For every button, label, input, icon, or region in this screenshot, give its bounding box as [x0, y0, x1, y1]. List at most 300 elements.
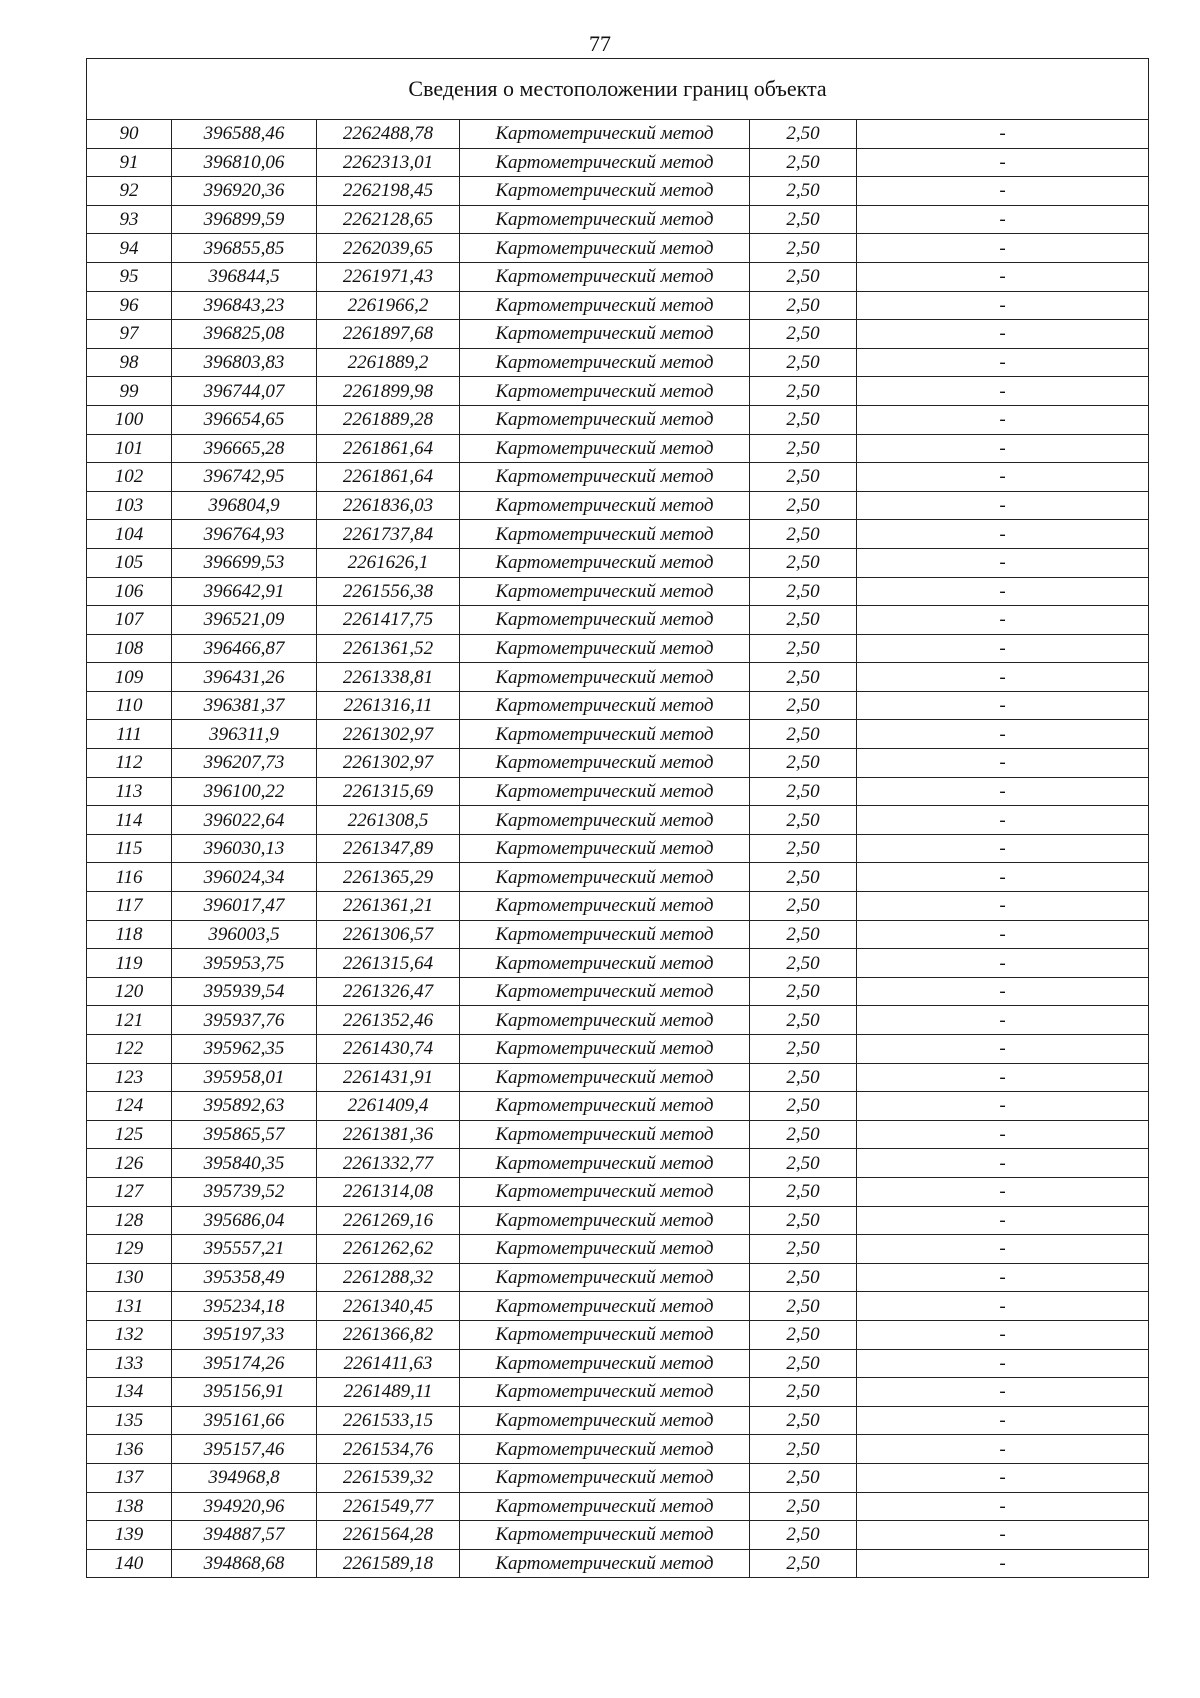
note-cell: - — [857, 1235, 1149, 1264]
coord-y-cell: 2261326,47 — [317, 977, 460, 1006]
coord-x-cell: 396588,46 — [172, 120, 317, 149]
table-row — [87, 634, 1149, 663]
point-number-cell: 114 — [87, 806, 172, 835]
point-number-cell: 122 — [87, 1035, 172, 1064]
note-cell: - — [857, 1120, 1149, 1149]
accuracy-cell: 2,50 — [750, 1177, 857, 1206]
table-row — [87, 120, 1149, 149]
coord-x-cell: 395686,04 — [172, 1206, 317, 1235]
table-row — [87, 491, 1149, 520]
accuracy-cell: 2,50 — [750, 977, 857, 1006]
note-cell: - — [857, 1435, 1149, 1464]
method-cell: Картометрический метод — [460, 1435, 750, 1464]
point-number-cell: 117 — [87, 892, 172, 921]
point-number-cell: 97 — [87, 320, 172, 349]
coord-x-cell: 395840,35 — [172, 1149, 317, 1178]
coord-y-cell: 2261889,28 — [317, 405, 460, 434]
coord-y-cell: 2261539,32 — [317, 1463, 460, 1492]
point-number-cell: 93 — [87, 205, 172, 234]
note-cell: - — [857, 634, 1149, 663]
coord-y-cell: 2261315,69 — [317, 777, 460, 806]
table-row — [87, 1120, 1149, 1149]
coord-y-cell: 2262313,01 — [317, 148, 460, 177]
note-cell: - — [857, 463, 1149, 492]
method-cell: Картометрический метод — [460, 691, 750, 720]
note-cell: - — [857, 606, 1149, 635]
coord-y-cell: 2261899,98 — [317, 377, 460, 406]
method-cell: Картометрический метод — [460, 1063, 750, 1092]
point-number-cell: 116 — [87, 863, 172, 892]
table-row — [87, 1406, 1149, 1435]
note-cell: - — [857, 291, 1149, 320]
point-number-cell: 136 — [87, 1435, 172, 1464]
coord-y-cell: 2261836,03 — [317, 491, 460, 520]
table-row — [87, 434, 1149, 463]
coord-x-cell: 396017,47 — [172, 892, 317, 921]
method-cell: Картометрический метод — [460, 1320, 750, 1349]
note-cell: - — [857, 234, 1149, 263]
table-row — [87, 1463, 1149, 1492]
accuracy-cell: 2,50 — [750, 1406, 857, 1435]
point-number-cell: 139 — [87, 1521, 172, 1550]
coord-y-cell: 2261262,62 — [317, 1235, 460, 1264]
coord-x-cell: 395739,52 — [172, 1177, 317, 1206]
coord-y-cell: 2261533,15 — [317, 1406, 460, 1435]
point-number-cell: 110 — [87, 691, 172, 720]
coord-y-cell: 2261430,74 — [317, 1035, 460, 1064]
coord-x-cell: 395161,66 — [172, 1406, 317, 1435]
coord-x-cell: 396003,5 — [172, 920, 317, 949]
coord-x-cell: 396699,53 — [172, 548, 317, 577]
coord-y-cell: 2261737,84 — [317, 520, 460, 549]
method-cell: Картометрический метод — [460, 663, 750, 692]
coord-y-cell: 2261316,11 — [317, 691, 460, 720]
coord-x-cell: 396030,13 — [172, 834, 317, 863]
coord-y-cell: 2261315,64 — [317, 949, 460, 978]
table-row — [87, 949, 1149, 978]
coord-y-cell: 2261556,38 — [317, 577, 460, 606]
note-cell: - — [857, 1206, 1149, 1235]
method-cell: Картометрический метод — [460, 1120, 750, 1149]
note-cell: - — [857, 1035, 1149, 1064]
method-cell: Картометрический метод — [460, 1292, 750, 1321]
table-row — [87, 1521, 1149, 1550]
coord-x-cell: 395156,91 — [172, 1378, 317, 1407]
coord-y-cell: 2261338,81 — [317, 663, 460, 692]
method-cell: Картометрический метод — [460, 806, 750, 835]
note-cell: - — [857, 177, 1149, 206]
coord-x-cell: 394868,68 — [172, 1549, 317, 1578]
accuracy-cell: 2,50 — [750, 1235, 857, 1264]
accuracy-cell: 2,50 — [750, 520, 857, 549]
method-cell: Картометрический метод — [460, 320, 750, 349]
accuracy-cell: 2,50 — [750, 806, 857, 835]
coord-y-cell: 2261347,89 — [317, 834, 460, 863]
coord-x-cell: 395958,01 — [172, 1063, 317, 1092]
coord-x-cell: 396642,91 — [172, 577, 317, 606]
accuracy-cell: 2,50 — [750, 1149, 857, 1178]
point-number-cell: 132 — [87, 1320, 172, 1349]
accuracy-cell: 2,50 — [750, 377, 857, 406]
coord-y-cell: 2261971,43 — [317, 262, 460, 291]
accuracy-cell: 2,50 — [750, 634, 857, 663]
note-cell: - — [857, 1092, 1149, 1121]
accuracy-cell: 2,50 — [750, 1120, 857, 1149]
accuracy-cell: 2,50 — [750, 863, 857, 892]
coord-y-cell: 2261534,76 — [317, 1435, 460, 1464]
coord-x-cell: 394887,57 — [172, 1521, 317, 1550]
coord-y-cell: 2261861,64 — [317, 434, 460, 463]
note-cell: - — [857, 691, 1149, 720]
accuracy-cell: 2,50 — [750, 1063, 857, 1092]
accuracy-cell: 2,50 — [750, 262, 857, 291]
coord-x-cell: 396100,22 — [172, 777, 317, 806]
section-title-row — [87, 59, 1149, 120]
coord-x-cell: 396843,23 — [172, 291, 317, 320]
table-row — [87, 291, 1149, 320]
coord-x-cell: 394920,96 — [172, 1492, 317, 1521]
coord-y-cell: 2261431,91 — [317, 1063, 460, 1092]
note-cell: - — [857, 920, 1149, 949]
note-cell: - — [857, 1349, 1149, 1378]
coord-y-cell: 2261288,32 — [317, 1263, 460, 1292]
table-row — [87, 834, 1149, 863]
note-cell: - — [857, 1463, 1149, 1492]
coord-y-cell: 2261489,11 — [317, 1378, 460, 1407]
point-number-cell: 111 — [87, 720, 172, 749]
accuracy-cell: 2,50 — [750, 1292, 857, 1321]
method-cell: Картометрический метод — [460, 405, 750, 434]
method-cell: Картометрический метод — [460, 1177, 750, 1206]
table-row — [87, 148, 1149, 177]
table-row — [87, 463, 1149, 492]
coord-y-cell: 2261564,28 — [317, 1521, 460, 1550]
note-cell: - — [857, 148, 1149, 177]
accuracy-cell: 2,50 — [750, 1463, 857, 1492]
table-row — [87, 1035, 1149, 1064]
coord-x-cell: 395865,57 — [172, 1120, 317, 1149]
table-row — [87, 777, 1149, 806]
note-cell: - — [857, 663, 1149, 692]
note-cell: - — [857, 120, 1149, 149]
table-row — [87, 234, 1149, 263]
table-row — [87, 320, 1149, 349]
table-row — [87, 863, 1149, 892]
method-cell: Картометрический метод — [460, 577, 750, 606]
coord-x-cell: 396311,9 — [172, 720, 317, 749]
coord-y-cell: 2261417,75 — [317, 606, 460, 635]
accuracy-cell: 2,50 — [750, 1006, 857, 1035]
coord-y-cell: 2261361,52 — [317, 634, 460, 663]
method-cell: Картометрический метод — [460, 1378, 750, 1407]
table-row — [87, 806, 1149, 835]
accuracy-cell: 2,50 — [750, 291, 857, 320]
table-body — [87, 59, 1149, 1578]
coord-x-cell: 396764,93 — [172, 520, 317, 549]
accuracy-cell: 2,50 — [750, 777, 857, 806]
note-cell: - — [857, 205, 1149, 234]
coord-y-cell: 2261269,16 — [317, 1206, 460, 1235]
note-cell: - — [857, 1063, 1149, 1092]
accuracy-cell: 2,50 — [750, 691, 857, 720]
point-number-cell: 130 — [87, 1263, 172, 1292]
accuracy-cell: 2,50 — [750, 892, 857, 921]
accuracy-cell: 2,50 — [750, 434, 857, 463]
coord-y-cell: 2261361,21 — [317, 892, 460, 921]
note-cell: - — [857, 1263, 1149, 1292]
accuracy-cell: 2,50 — [750, 405, 857, 434]
method-cell: Картометрический метод — [460, 1492, 750, 1521]
coord-x-cell: 396920,36 — [172, 177, 317, 206]
note-cell: - — [857, 949, 1149, 978]
point-number-cell: 119 — [87, 949, 172, 978]
coord-y-cell: 2261409,4 — [317, 1092, 460, 1121]
accuracy-cell: 2,50 — [750, 1549, 857, 1578]
note-cell: - — [857, 377, 1149, 406]
coord-y-cell: 2261302,97 — [317, 749, 460, 778]
coord-y-cell: 2262128,65 — [317, 205, 460, 234]
table-row — [87, 520, 1149, 549]
coord-y-cell: 2262039,65 — [317, 234, 460, 263]
table-row — [87, 892, 1149, 921]
point-number-cell: 105 — [87, 548, 172, 577]
coord-x-cell: 396899,59 — [172, 205, 317, 234]
accuracy-cell: 2,50 — [750, 749, 857, 778]
method-cell: Картометрический метод — [460, 1006, 750, 1035]
coord-x-cell: 396804,9 — [172, 491, 317, 520]
method-cell: Картометрический метод — [460, 1463, 750, 1492]
point-number-cell: 129 — [87, 1235, 172, 1264]
point-number-cell: 100 — [87, 405, 172, 434]
note-cell: - — [857, 1292, 1149, 1321]
coord-y-cell: 2261366,82 — [317, 1320, 460, 1349]
table-row — [87, 1149, 1149, 1178]
coord-x-cell: 395892,63 — [172, 1092, 317, 1121]
note-cell: - — [857, 348, 1149, 377]
coord-x-cell: 396521,09 — [172, 606, 317, 635]
point-number-cell: 115 — [87, 834, 172, 863]
coord-x-cell: 396665,28 — [172, 434, 317, 463]
note-cell: - — [857, 262, 1149, 291]
method-cell: Картометрический метод — [460, 777, 750, 806]
coord-y-cell: 2261549,77 — [317, 1492, 460, 1521]
point-number-cell: 138 — [87, 1492, 172, 1521]
coord-x-cell: 396654,65 — [172, 405, 317, 434]
table-row — [87, 1006, 1149, 1035]
method-cell: Картометрический метод — [460, 720, 750, 749]
accuracy-cell: 2,50 — [750, 148, 857, 177]
method-cell: Картометрический метод — [460, 920, 750, 949]
table-row — [87, 1292, 1149, 1321]
table-row — [87, 1349, 1149, 1378]
coord-x-cell: 396844,5 — [172, 262, 317, 291]
point-number-cell: 123 — [87, 1063, 172, 1092]
accuracy-cell: 2,50 — [750, 949, 857, 978]
point-number-cell: 137 — [87, 1463, 172, 1492]
coord-x-cell: 395557,21 — [172, 1235, 317, 1264]
coord-x-cell: 394968,8 — [172, 1463, 317, 1492]
point-number-cell: 126 — [87, 1149, 172, 1178]
accuracy-cell: 2,50 — [750, 663, 857, 692]
accuracy-cell: 2,50 — [750, 606, 857, 635]
point-number-cell: 113 — [87, 777, 172, 806]
table-row — [87, 205, 1149, 234]
table-row — [87, 920, 1149, 949]
point-number-cell: 118 — [87, 920, 172, 949]
accuracy-cell: 2,50 — [750, 1035, 857, 1064]
table-row — [87, 977, 1149, 1006]
accuracy-cell: 2,50 — [750, 1263, 857, 1292]
coord-x-cell: 395939,54 — [172, 977, 317, 1006]
method-cell: Картометрический метод — [460, 1406, 750, 1435]
note-cell: - — [857, 577, 1149, 606]
accuracy-cell: 2,50 — [750, 320, 857, 349]
note-cell: - — [857, 863, 1149, 892]
coord-x-cell: 396431,26 — [172, 663, 317, 692]
coord-x-cell: 395358,49 — [172, 1263, 317, 1292]
accuracy-cell: 2,50 — [750, 463, 857, 492]
accuracy-cell: 2,50 — [750, 120, 857, 149]
coord-y-cell: 2261897,68 — [317, 320, 460, 349]
point-number-cell: 101 — [87, 434, 172, 463]
coord-y-cell: 2261365,29 — [317, 863, 460, 892]
note-cell: - — [857, 834, 1149, 863]
note-cell: - — [857, 520, 1149, 549]
method-cell: Картометрический метод — [460, 1235, 750, 1264]
point-number-cell: 96 — [87, 291, 172, 320]
note-cell: - — [857, 1521, 1149, 1550]
coord-x-cell: 396024,34 — [172, 863, 317, 892]
method-cell: Картометрический метод — [460, 1549, 750, 1578]
table-row — [87, 177, 1149, 206]
note-cell: - — [857, 491, 1149, 520]
method-cell: Картометрический метод — [460, 262, 750, 291]
point-number-cell: 112 — [87, 749, 172, 778]
point-number-cell: 98 — [87, 348, 172, 377]
note-cell: - — [857, 405, 1149, 434]
point-number-cell: 107 — [87, 606, 172, 635]
coord-y-cell: 2261626,1 — [317, 548, 460, 577]
coord-x-cell: 395962,35 — [172, 1035, 317, 1064]
point-number-cell: 121 — [87, 1006, 172, 1035]
coord-x-cell: 396381,37 — [172, 691, 317, 720]
note-cell: - — [857, 977, 1149, 1006]
coord-y-cell: 2261381,36 — [317, 1120, 460, 1149]
table-row — [87, 348, 1149, 377]
point-number-cell: 108 — [87, 634, 172, 663]
method-cell: Картометрический метод — [460, 1349, 750, 1378]
method-cell: Картометрический метод — [460, 977, 750, 1006]
point-number-cell: 99 — [87, 377, 172, 406]
note-cell: - — [857, 434, 1149, 463]
table-row — [87, 1235, 1149, 1264]
coord-x-cell: 395174,26 — [172, 1349, 317, 1378]
note-cell: - — [857, 1320, 1149, 1349]
table-row — [87, 377, 1149, 406]
accuracy-cell: 2,50 — [750, 720, 857, 749]
coord-x-cell: 395937,76 — [172, 1006, 317, 1035]
accuracy-cell: 2,50 — [750, 577, 857, 606]
table-row — [87, 262, 1149, 291]
coord-x-cell: 396744,07 — [172, 377, 317, 406]
point-number-cell: 102 — [87, 463, 172, 492]
method-cell: Картометрический метод — [460, 291, 750, 320]
table-row — [87, 1549, 1149, 1578]
method-cell: Картометрический метод — [460, 634, 750, 663]
point-number-cell: 94 — [87, 234, 172, 263]
method-cell: Картометрический метод — [460, 148, 750, 177]
method-cell: Картометрический метод — [460, 205, 750, 234]
table-row — [87, 548, 1149, 577]
note-cell: - — [857, 1149, 1149, 1178]
accuracy-cell: 2,50 — [750, 1320, 857, 1349]
coord-y-cell: 2261306,57 — [317, 920, 460, 949]
coord-x-cell: 395157,46 — [172, 1435, 317, 1464]
coord-y-cell: 2261352,46 — [317, 1006, 460, 1035]
method-cell: Картометрический метод — [460, 1521, 750, 1550]
table-row — [87, 749, 1149, 778]
table-row — [87, 663, 1149, 692]
coord-x-cell: 395234,18 — [172, 1292, 317, 1321]
coord-x-cell: 396855,85 — [172, 234, 317, 263]
point-number-cell: 124 — [87, 1092, 172, 1121]
coord-y-cell: 2261314,08 — [317, 1177, 460, 1206]
note-cell: - — [857, 1406, 1149, 1435]
table-row — [87, 1492, 1149, 1521]
coord-x-cell: 396803,83 — [172, 348, 317, 377]
method-cell: Картометрический метод — [460, 491, 750, 520]
accuracy-cell: 2,50 — [750, 1092, 857, 1121]
method-cell: Картометрический метод — [460, 463, 750, 492]
coord-y-cell: 2261340,45 — [317, 1292, 460, 1321]
point-number-cell: 131 — [87, 1292, 172, 1321]
method-cell: Картометрический метод — [460, 234, 750, 263]
coord-x-cell: 396810,06 — [172, 148, 317, 177]
method-cell: Картометрический метод — [460, 1035, 750, 1064]
coord-x-cell: 396207,73 — [172, 749, 317, 778]
coord-y-cell: 2261589,18 — [317, 1549, 460, 1578]
method-cell: Картометрический метод — [460, 606, 750, 635]
point-number-cell: 103 — [87, 491, 172, 520]
method-cell: Картометрический метод — [460, 377, 750, 406]
note-cell: - — [857, 1177, 1149, 1206]
point-number-cell: 106 — [87, 577, 172, 606]
point-number-cell: 92 — [87, 177, 172, 206]
note-cell: - — [857, 892, 1149, 921]
coord-y-cell: 2262198,45 — [317, 177, 460, 206]
method-cell: Картометрический метод — [460, 548, 750, 577]
table-row — [87, 1320, 1149, 1349]
section-title: Сведения о местоположении границ объекта — [87, 59, 1149, 120]
accuracy-cell: 2,50 — [750, 491, 857, 520]
coord-x-cell: 395953,75 — [172, 949, 317, 978]
note-cell: - — [857, 806, 1149, 835]
method-cell: Картометрический метод — [460, 520, 750, 549]
coord-y-cell: 2262488,78 — [317, 120, 460, 149]
table-row — [87, 1177, 1149, 1206]
coord-x-cell: 396022,64 — [172, 806, 317, 835]
method-cell: Картометрический метод — [460, 749, 750, 778]
note-cell: - — [857, 777, 1149, 806]
point-number-cell: 104 — [87, 520, 172, 549]
method-cell: Картометрический метод — [460, 177, 750, 206]
note-cell: - — [857, 320, 1149, 349]
coord-y-cell: 2261411,63 — [317, 1349, 460, 1378]
point-number-cell: 128 — [87, 1206, 172, 1235]
accuracy-cell: 2,50 — [750, 234, 857, 263]
accuracy-cell: 2,50 — [750, 834, 857, 863]
note-cell: - — [857, 1549, 1149, 1578]
